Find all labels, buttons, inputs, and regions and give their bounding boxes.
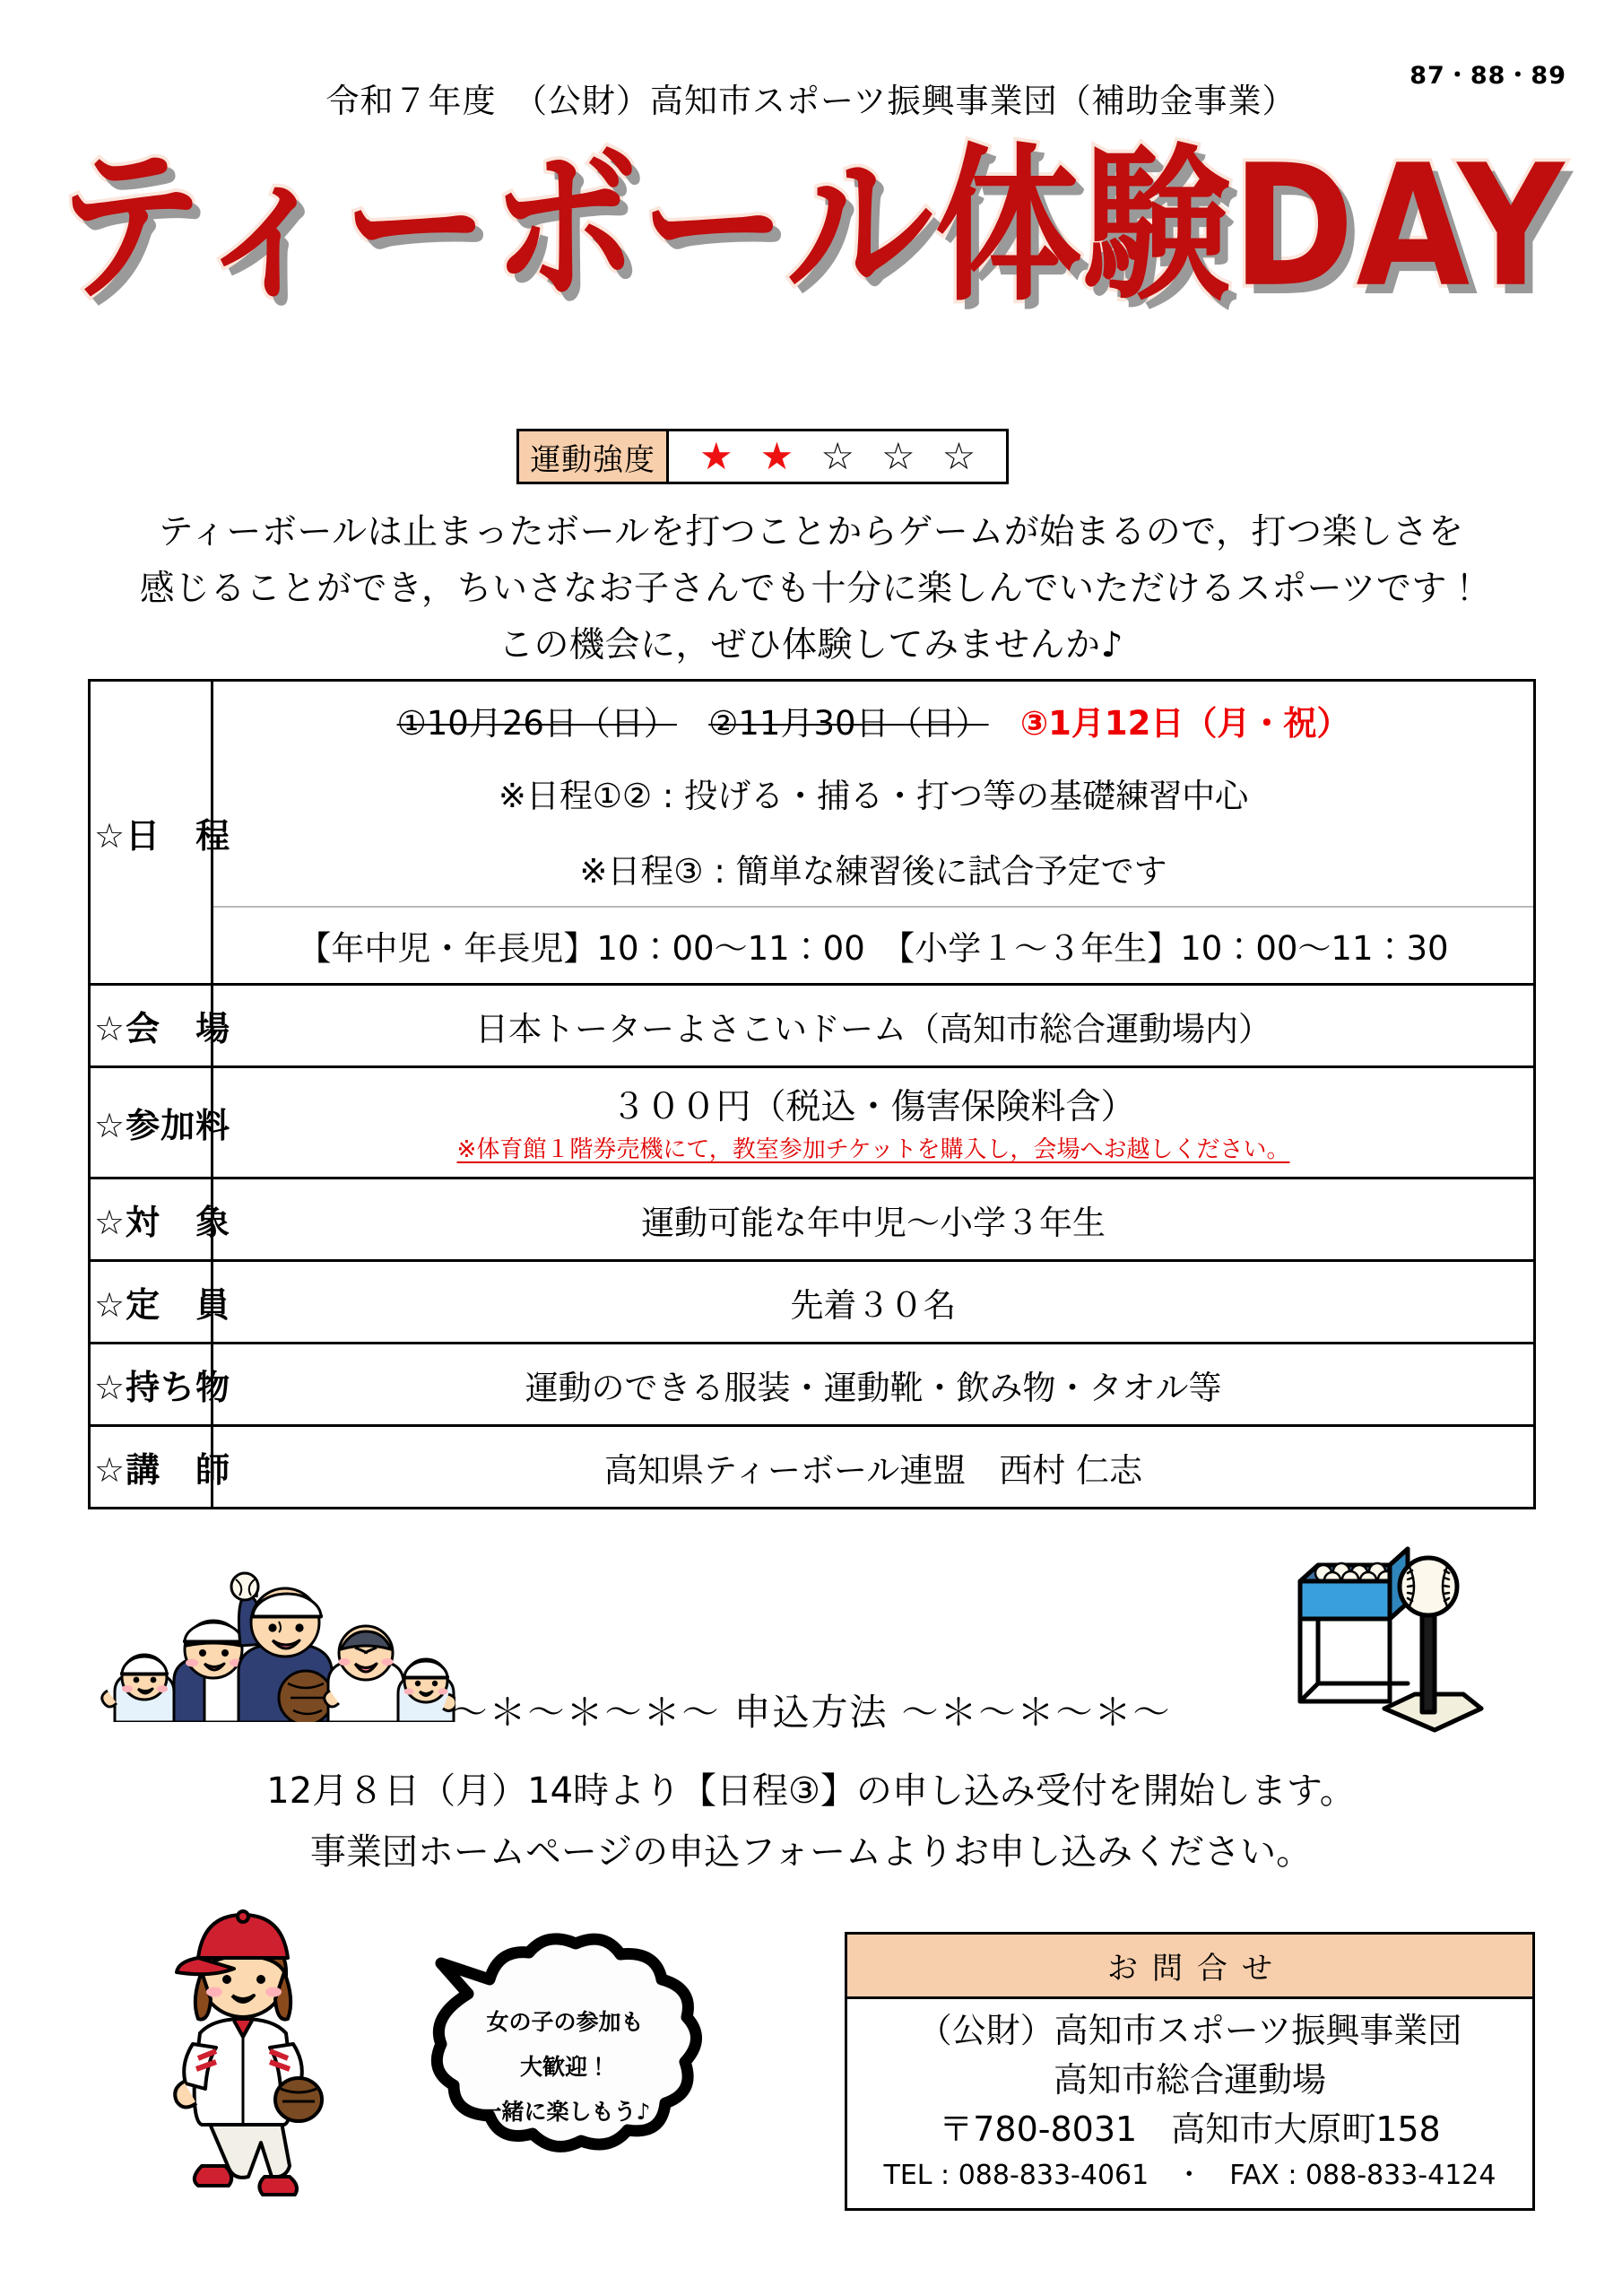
bubble-line-3: 一緒に楽しもう♪ xyxy=(479,2099,651,2125)
table-row-venue xyxy=(90,985,1535,1067)
star-filled-icon: ★ xyxy=(759,434,794,478)
row-head-instructor: ☆講 師 xyxy=(90,1426,213,1509)
lead-line-1: ティーボールは止まったボールを打つことからゲームが始まるので，打つ楽しさを xyxy=(158,512,1464,552)
table-row-target xyxy=(90,1178,1535,1261)
intensity-label: 運動強度 xyxy=(519,431,669,482)
contact-phone-fax: TEL : 088-833-4061 ・ FAX : 088-833-4124 xyxy=(883,2160,1496,2192)
apply-line-2: 事業団ホームページの申込フォームよりお申し込みください。 xyxy=(309,1831,1313,1873)
apply-method-banner: 〜＊〜＊〜＊〜 申込方法 〜＊〜＊〜＊〜 xyxy=(450,1691,1172,1734)
schedule-date-2: ②11月30日（日） xyxy=(708,704,989,743)
intensity-stars xyxy=(669,431,1006,482)
organization-line: 令和７年度 （公財）高知市スポーツ振興事業団（補助金事業） xyxy=(325,82,1297,120)
star-empty-icon: ☆ xyxy=(820,434,854,478)
schedule-dates xyxy=(213,682,1533,755)
fee-note: ※体育館１階券売機にて，教室参加チケットを購入し，会場へお越しください。 xyxy=(456,1136,1290,1163)
table-row-fee xyxy=(90,1067,1535,1178)
contact-title: お問合せ xyxy=(847,1935,1532,1999)
exercise-intensity-meter xyxy=(516,429,1009,484)
table-row-capacity xyxy=(90,1261,1535,1344)
lead-paragraph xyxy=(0,504,1622,674)
row-head-target: ☆対 象 xyxy=(90,1178,213,1261)
row-head-bring: ☆持ち物 xyxy=(90,1344,213,1426)
schedule-note-1: ※日程①② : 投げる・捕る・打つ等の基礎練習中心 xyxy=(498,777,1249,815)
row-body-venue: 日本トーターよさこいドーム（高知市総合運動場内） xyxy=(213,985,1535,1067)
contact-body xyxy=(847,1999,1532,2208)
apply-method-body xyxy=(0,1761,1622,1883)
row-body-target: 運動可能な年中児〜小学３年生 xyxy=(213,1178,1535,1261)
star-filled-icon: ★ xyxy=(699,434,733,478)
bubble-line-1: 女の子の参加も xyxy=(486,2009,644,2035)
table-row-instructor xyxy=(90,1426,1535,1509)
page-title: ティーボール体験DAY xyxy=(56,128,1566,325)
page-code: 87・88・89 xyxy=(1409,62,1566,90)
row-body-instructor: 高知県ティーボール連盟 西村 仁志 xyxy=(213,1426,1535,1509)
contact-organization: （公財）高知市スポーツ振興事業団 xyxy=(917,2011,1462,2050)
table-row-bring xyxy=(90,1344,1535,1426)
apply-line-1: 12月８日（月）14時より【日程③】の申し込み受付を開始します。 xyxy=(266,1770,1356,1812)
schedule-times: 【年中児・年長児】10：00〜11：00 【小学１〜３年生】10：00〜11：30 xyxy=(298,929,1449,968)
schedule-note-2: ※日程③ : 簡単な練習後に試合予定です xyxy=(213,831,1533,908)
star-empty-icon: ☆ xyxy=(880,434,915,478)
schedule-date-1: ①10月26日（日） xyxy=(396,704,677,743)
contact-facility: 高知市総合運動場 xyxy=(1053,2060,1326,2100)
lead-line-3: この機会に，ぜひ体験してみませんか♪ xyxy=(499,625,1123,666)
row-body-capacity: 先着３０名 xyxy=(213,1261,1535,1344)
row-body-schedule xyxy=(213,681,1535,985)
schedule-date-3: ③1月12日（月・祝） xyxy=(1019,704,1350,743)
hero-title-wrap xyxy=(0,128,1622,325)
row-head-venue: ☆会 場 xyxy=(90,985,213,1067)
speech-bubble-text xyxy=(421,2000,708,2135)
girl-player-illustration xyxy=(139,1897,350,2211)
bubble-line-2: 大歓迎！ xyxy=(519,2054,610,2080)
contact-box xyxy=(845,1932,1535,2211)
row-head-capacity: ☆定 員 xyxy=(90,1261,213,1344)
star-empty-icon: ☆ xyxy=(941,434,976,478)
row-body-fee xyxy=(213,1067,1535,1178)
table-row-schedule xyxy=(90,681,1535,985)
row-body-bring: 運動のできる服装・運動靴・飲み物・タオル等 xyxy=(213,1344,1535,1426)
row-head-schedule: ☆日 程 xyxy=(90,681,213,985)
row-head-fee: ☆参加料 xyxy=(90,1067,213,1178)
fee-amount: ３００円（税込・傷害保険料含） xyxy=(611,1087,1136,1127)
event-info-table xyxy=(88,679,1536,1509)
lead-line-2: 感じることができ，ちいさなお子さんでも十分に楽しんでいただけるスポーツです！ xyxy=(139,569,1483,610)
contact-address: 〒780-8031 高知市大原町158 xyxy=(939,2109,1441,2150)
